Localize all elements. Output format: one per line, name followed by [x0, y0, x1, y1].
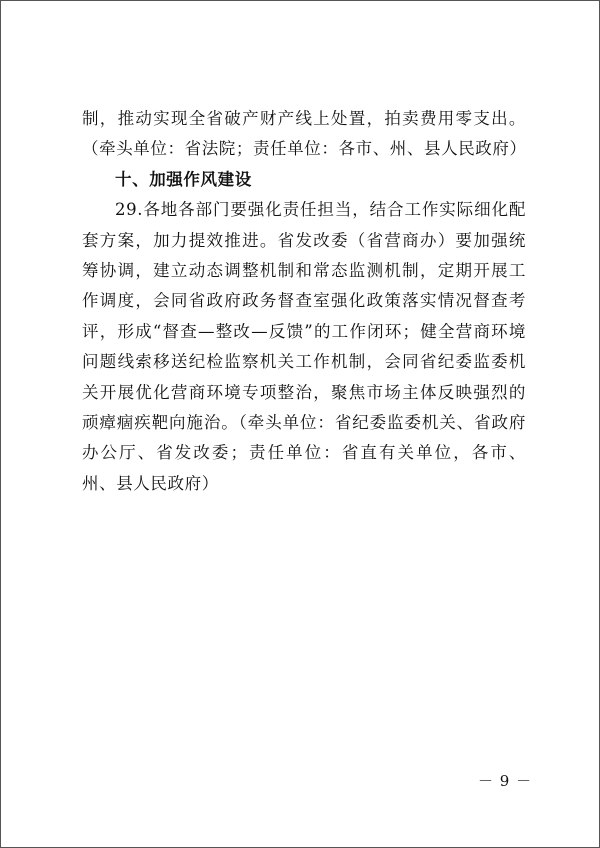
page-number: － 9 － — [478, 772, 533, 790]
continued-paragraph: 制，推动实现全省破产财产线上处置，拍卖费用零支出。（牵头单位：省法院；责任单位：各市、州、县人民政府） — [82, 109, 527, 159]
document-body — [82, 104, 526, 499]
section-heading: 十、加强作风建设 — [115, 169, 252, 189]
item-29-paragraph: 29.各地各部门要强化责任担当，结合工作实际细化配套方案，加力提效推进。省发改委（省营商办）要加强统筹协调，建立动态调整机制和常态监测机制，定期开展工作调度，会同省政府政务督查室强化政策落实情况督查考评，形成“督查—整改—反馈”的工作闭环；健全营商环境问题线索移送纪检监察机关工作机制，会同省纪委监委机关开展优化营商环境专项整治，聚焦市场主体反映强烈的顽瘴痼疾靶向施治。（牵头单位：省纪委监委机关、省政府办公厅、省发改委；责任单位：省直有关单位，各市、州、县人民政府） — [82, 200, 526, 493]
